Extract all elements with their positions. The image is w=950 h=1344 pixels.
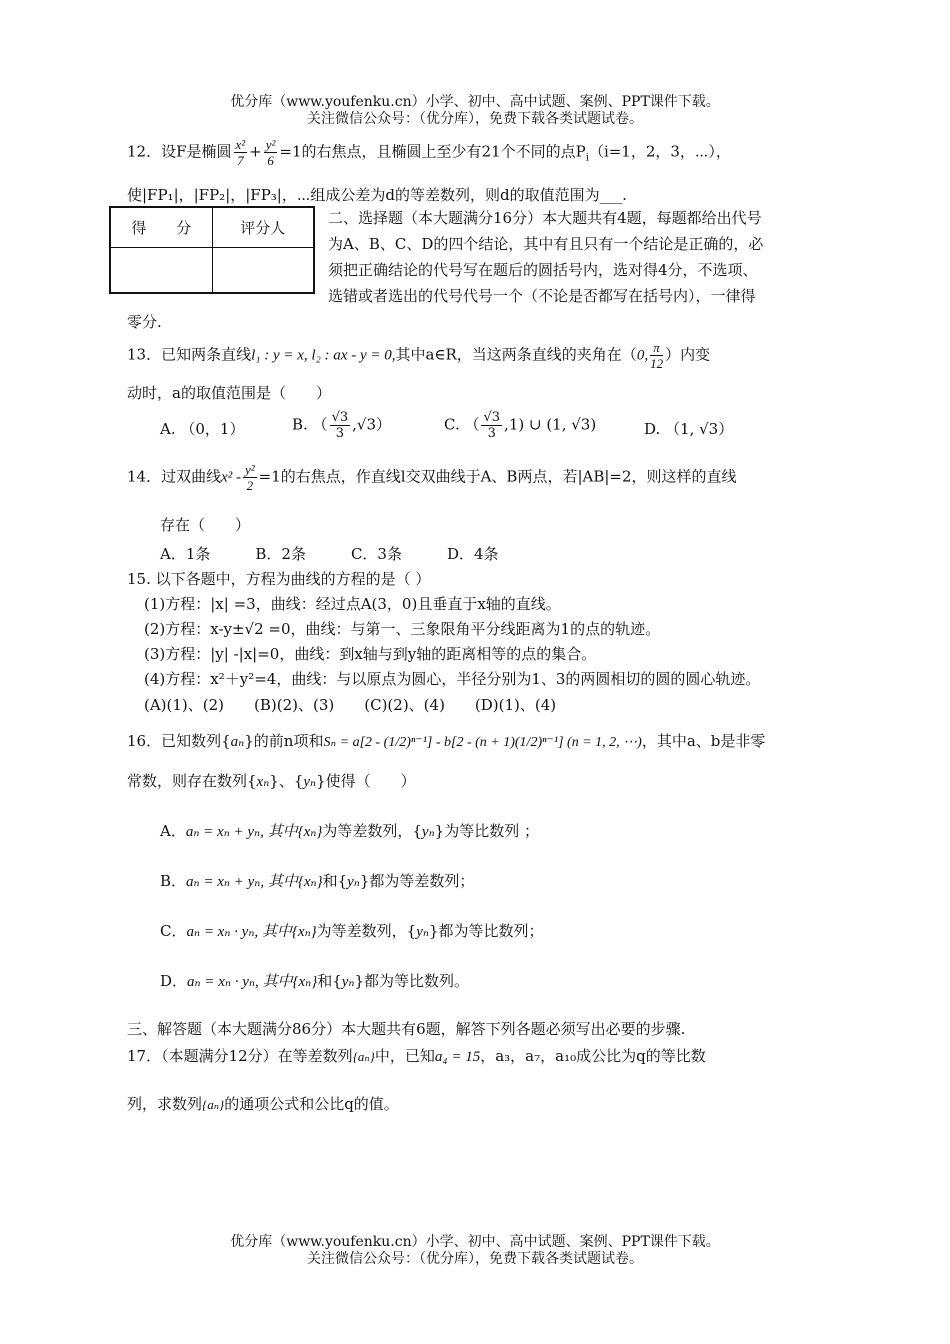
question-14-line-2: 存在（ ） [160,516,251,534]
footer-line-1: 优分库（www.youfenku.cn）小学、初中、高中试题、案例、PPT课件下载。 [230,1234,720,1250]
q16-option-d: D．aₙ = xₙ · yₙ, 其中{xₙ}和{yₙ}都为等比数列。 [160,972,470,990]
question-13-line-1: 13．已知两条直线l₁ : y = x, l₂ : ax - y = 0,其中a∈R，当这两条直线的夹角在（0, $\frac{\pi}{12}$ ）内变 [127,340,711,371]
section-2-line-2: 为A、B、C、D的四个结论，其中有且只有一个结论是正确的，必 [328,235,764,253]
question-13-line-2: 动时，a的取值范围是（ ） [127,384,331,402]
grader-header: 评分人 [212,207,314,247]
q15-answers: (A)(1)、(2) (B)(2)、(3) (C)(2)、(4) (D)(1)、(4) [144,696,557,714]
header-line-1: 优分库（www.youfenku.cn）小学、初中、高中试题、案例、PPT课件下载。 [230,94,720,110]
question-15-stem: 15. 以下各题中，方程为曲线的方程的是（ ） [127,570,431,588]
section-2-line-5: 零分. [127,313,162,331]
q13-option-d: D. （1, √3） [644,420,734,438]
section-2-line-1: 二、选择题（本大题满分16分）本大题共有4题，每题都给出代号 [328,209,762,227]
question-12-line-2: 使|FP₁|，|FP₂|，|FP₃|，⋯组成公差为d的等差数列，则d的取值范围为___. [127,186,627,204]
question-16-line-2: 常数，则存在数列{xₙ}、{yₙ}使得（ ） [127,772,416,790]
score-table [109,206,315,294]
q16-sum-formula: Sₙ = a[2 - (1/2)ⁿ⁻¹] - b[2 - (n + 1)(1/2)ⁿ⁻¹] (n = 1, 2, ⋯) [323,735,642,750]
q13-lines-formula: l₁ : y = x, l₂ : ax - y = 0, [251,347,396,364]
q12-prefix: 12．设F是椭圆 [127,142,232,161]
score-cell [110,247,212,293]
question-17-line-1: 17．（本题满分12分）在等差数列{aₙ}中，已知a₄ = 15，a₃，a₇，a₁₀成公比为q的等比数 [127,1047,706,1065]
q15-item-3: (3)方程：|y| -|x|=0，曲线：到x轴与到y轴的距离相等的点的集合。 [144,645,597,663]
q16-option-b: B．aₙ = xₙ + yₙ, 其中{xₙ}和{yₙ}都为等差数列； [160,872,475,890]
footer-line-2: 关注微信公众号：（优分库），免费下载各类试题试卷。 [307,1251,643,1267]
section-2-line-4: 选错或者选出的代号代号一个（不论是否都写在括号内），一律得 [328,287,756,305]
section-2-line-3: 须把正确结论的代号写在题后的圆括号内，选对得4分，不选项、 [328,261,758,279]
q13-option-b: B. （ $\frac{√3}{3}$ ,√3） [292,410,391,441]
score-header: 得 分 [110,207,212,247]
question-17-line-2: 列，求数列{aₙ}的通项公式和公比q的值。 [127,1095,399,1113]
question-12-line-1: 12．设F是椭圆 $\frac{\text{x²}}{7}$ + $\frac{\text{y²}}{6}$ =1的右焦点，且椭圆上至少有21个不同的点$P_i(i=1$，2，3，⋯）， [127,137,731,168]
q15-item-4: (4)方程：x²＋y²=4，曲线：与以原点为圆心，半径分别为1、3的两圆相切的圆的圆心轨迹。 [144,670,761,688]
q16-option-c: C．aₙ = xₙ · yₙ, 其中{xₙ}为等差数列，{yₙ}都为等比数列； [160,922,544,940]
question-16-line-1: 16．已知数列{aₙ}的前n项和Sₙ = a[2 - (1/2)ⁿ⁻¹] - b[2 - (n + 1)(1/2)ⁿ⁻¹] (n = 1, 2, ⋯)，其中a、b是非零 [127,732,766,750]
q13-pi-fraction: $\frac{\pi}{12}$ [650,340,664,371]
q15-item-1: (1)方程：|x| =3，曲线：经过点A(3，0)且垂直于x轴的直线。 [144,595,561,613]
ellipse-fraction-y: $\frac{\text{y²}}{6}$ [265,137,276,168]
q13-option-c: C. （ $\frac{√3}{3}$ ,1) ∪ (1, √3) [444,410,597,441]
q14-options: A．1条 B．2条 C．3条 D．4条 [160,545,499,563]
q16-option-a: A．aₙ = xₙ + yₙ, 其中{xₙ}为等差数列，{yₙ}为等比数列 ； [160,822,539,840]
ellipse-fraction-x: $\frac{\text{x²}}{7}$ [235,137,246,168]
q13-option-a: A. （0，1） [160,420,245,438]
question-14-line-1: 14．过双曲线x² - $\frac{\text{y²}}{2}$ =1的右焦点，作直线l交双曲线于A、B两点，若|AB|=2，则这样的直线 [127,462,737,493]
q15-item-2: (2)方程：x-y±√2 =0，曲线：与第一、三象限角平分线距离为1的点的轨迹。 [144,620,661,638]
section-3-heading: 三、解答题（本大题满分86分）本大题共有6题，解答下列各题必须写出必要的步骤. [127,1020,686,1038]
header-line-2: 关注微信公众号：（优分库），免费下载各类试题试卷。 [307,111,643,127]
grader-cell [212,247,314,293]
q14-fraction: $\frac{\text{y²}}{2}$ [245,462,255,493]
